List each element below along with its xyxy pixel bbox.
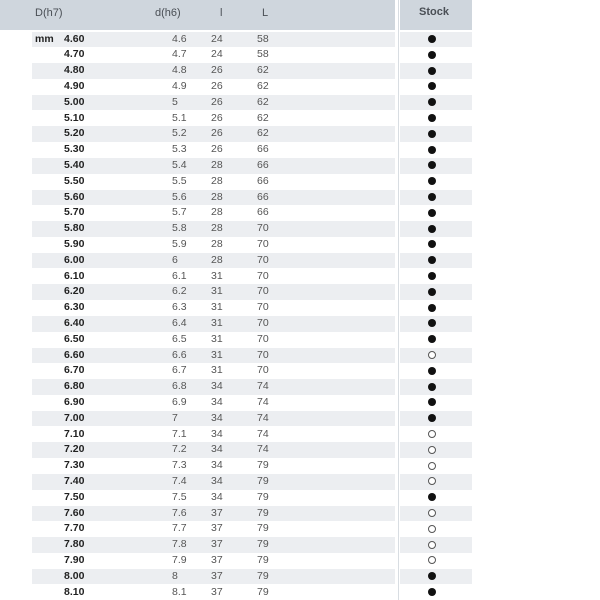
table-row — [0, 47, 472, 63]
cell-d: 5.3 — [172, 143, 187, 156]
cell-d: 6.3 — [172, 301, 187, 314]
row-stripe-stock — [400, 379, 472, 395]
cell-D: 6.90 — [64, 395, 85, 408]
cell-D: 7.60 — [64, 506, 85, 519]
cell-d: 5 — [172, 95, 178, 108]
cell-L: 79 — [257, 459, 269, 472]
table-row — [0, 316, 472, 332]
table-row — [0, 585, 472, 600]
cell-L: 66 — [257, 143, 269, 156]
cell-d: 7.1 — [172, 427, 187, 440]
row-stripe-stock — [400, 537, 472, 553]
cell-d: 6 — [172, 253, 178, 266]
cell-D: 8.10 — [64, 585, 85, 598]
cell-D: 7.40 — [64, 474, 85, 487]
cell-d: 7.8 — [172, 538, 187, 551]
cell-l: 34 — [211, 395, 223, 408]
cell-D: 5.70 — [64, 206, 85, 219]
cell-l: 28 — [211, 222, 223, 235]
header-length-l: l — [220, 7, 223, 19]
cell-l: 37 — [211, 538, 223, 551]
table-row — [0, 442, 472, 458]
table-row — [0, 79, 472, 95]
cell-L: 62 — [257, 64, 269, 77]
cell-l: 34 — [211, 443, 223, 456]
cell-D: 4.90 — [64, 79, 85, 92]
cell-d: 5.9 — [172, 237, 187, 250]
cell-L: 74 — [257, 380, 269, 393]
cell-d: 7.9 — [172, 553, 187, 566]
cell-d: 6.7 — [172, 364, 187, 377]
table-row — [0, 205, 472, 221]
out-of-stock-icon — [428, 430, 436, 438]
cell-d: 4.7 — [172, 48, 187, 61]
cell-L: 70 — [257, 301, 269, 314]
header-length-L: L — [262, 7, 269, 19]
row-stripe-stock — [400, 316, 472, 332]
in-stock-icon — [428, 225, 436, 233]
cell-d: 7.4 — [172, 474, 187, 487]
cell-L: 79 — [257, 585, 269, 598]
in-stock-icon — [428, 272, 436, 280]
cell-D: 8.00 — [64, 569, 85, 582]
cell-L: 79 — [257, 553, 269, 566]
table-row — [0, 395, 472, 411]
cell-L: 79 — [257, 474, 269, 487]
cell-l: 26 — [211, 143, 223, 156]
in-stock-icon — [428, 177, 436, 185]
cell-l: 31 — [211, 364, 223, 377]
header-diameter-d: d(h6) — [155, 7, 181, 19]
cell-L: 79 — [257, 522, 269, 535]
table-row — [0, 569, 472, 585]
cell-L: 70 — [257, 316, 269, 329]
cell-L: 62 — [257, 127, 269, 140]
cell-D: 7.70 — [64, 522, 85, 535]
cell-l: 26 — [211, 79, 223, 92]
in-stock-icon — [428, 114, 436, 122]
cell-l: 37 — [211, 522, 223, 535]
cell-D: 7.90 — [64, 553, 85, 566]
table-row — [0, 348, 472, 364]
cell-d: 7.2 — [172, 443, 187, 456]
cell-d: 4.6 — [172, 32, 187, 45]
table-row — [0, 490, 472, 506]
row-stripe-stock — [400, 190, 472, 206]
out-of-stock-icon — [428, 509, 436, 517]
in-stock-icon — [428, 288, 436, 296]
cell-D: 7.10 — [64, 427, 85, 440]
cell-L: 79 — [257, 538, 269, 551]
table-row — [0, 553, 472, 569]
cell-d: 6.9 — [172, 395, 187, 408]
row-stripe-stock — [400, 474, 472, 490]
in-stock-icon — [428, 304, 436, 312]
cell-d: 6.5 — [172, 332, 187, 345]
in-stock-icon — [428, 367, 436, 375]
cell-l: 28 — [211, 237, 223, 250]
table-row — [0, 174, 472, 190]
cell-l: 31 — [211, 348, 223, 361]
out-of-stock-icon — [428, 556, 436, 564]
in-stock-icon — [428, 35, 436, 43]
cell-L: 70 — [257, 332, 269, 345]
table-row — [0, 63, 472, 79]
cell-d: 4.9 — [172, 79, 187, 92]
row-stripe-stock — [400, 284, 472, 300]
cell-D: 7.20 — [64, 443, 85, 456]
cell-d: 6.2 — [172, 285, 187, 298]
row-stripe-stock — [400, 221, 472, 237]
cell-L: 66 — [257, 206, 269, 219]
cell-D: 7.80 — [64, 538, 85, 551]
cell-D: 7.30 — [64, 459, 85, 472]
cell-l: 31 — [211, 332, 223, 345]
table-row — [0, 158, 472, 174]
table-row — [0, 474, 472, 490]
table-row — [0, 411, 472, 427]
cell-D: 5.10 — [64, 111, 85, 124]
cell-l: 28 — [211, 190, 223, 203]
cell-d: 7.6 — [172, 506, 187, 519]
cell-l: 28 — [211, 174, 223, 187]
cell-d: 6.1 — [172, 269, 187, 282]
cell-D: 5.80 — [64, 222, 85, 235]
cell-L: 62 — [257, 95, 269, 108]
cell-l: 37 — [211, 585, 223, 598]
cell-D: 6.70 — [64, 364, 85, 377]
cell-l: 34 — [211, 411, 223, 424]
cell-L: 66 — [257, 190, 269, 203]
cell-l: 28 — [211, 253, 223, 266]
table-row — [0, 190, 472, 206]
row-stripe-stock — [400, 32, 472, 48]
table-row — [0, 95, 472, 111]
cell-d: 6.8 — [172, 380, 187, 393]
table-row — [0, 221, 472, 237]
table-row — [0, 284, 472, 300]
cell-L: 74 — [257, 427, 269, 440]
cell-l: 26 — [211, 111, 223, 124]
cell-d: 6.6 — [172, 348, 187, 361]
cell-d: 7.5 — [172, 490, 187, 503]
unit-label: mm — [35, 32, 54, 45]
cell-L: 70 — [257, 269, 269, 282]
out-of-stock-icon — [428, 541, 436, 549]
row-stripe-stock — [400, 95, 472, 111]
table-row — [0, 506, 472, 522]
table-row — [0, 126, 472, 142]
cell-L: 58 — [257, 32, 269, 45]
table-row — [0, 537, 472, 553]
cell-d: 4.8 — [172, 64, 187, 77]
in-stock-icon — [428, 383, 436, 391]
cell-l: 26 — [211, 127, 223, 140]
in-stock-icon — [428, 51, 436, 59]
cell-l: 37 — [211, 506, 223, 519]
table-row — [0, 32, 472, 48]
table-row — [0, 521, 472, 537]
cell-d: 5.1 — [172, 111, 187, 124]
in-stock-icon — [428, 67, 436, 75]
row-stripe-stock — [400, 63, 472, 79]
cell-d: 8 — [172, 569, 178, 582]
cell-d: 8.1 — [172, 585, 187, 598]
cell-d: 7 — [172, 411, 178, 424]
cell-D: 5.30 — [64, 143, 85, 156]
cell-d: 5.8 — [172, 222, 187, 235]
cell-L: 66 — [257, 158, 269, 171]
cell-l: 34 — [211, 490, 223, 503]
table-row — [0, 269, 472, 285]
in-stock-icon — [428, 82, 436, 90]
cell-D: 7.00 — [64, 411, 85, 424]
cell-l: 24 — [211, 32, 223, 45]
cell-L: 79 — [257, 569, 269, 582]
cell-L: 79 — [257, 490, 269, 503]
cell-L: 70 — [257, 253, 269, 266]
cell-l: 31 — [211, 269, 223, 282]
cell-L: 62 — [257, 79, 269, 92]
cell-L: 70 — [257, 222, 269, 235]
row-stripe-stock — [400, 569, 472, 585]
cell-l: 34 — [211, 474, 223, 487]
row-stripe-stock — [400, 126, 472, 142]
cell-d: 5.6 — [172, 190, 187, 203]
row-stripe-stock — [400, 158, 472, 174]
in-stock-icon — [428, 193, 436, 201]
cell-L: 74 — [257, 411, 269, 424]
table-row — [0, 332, 472, 348]
cell-D: 6.40 — [64, 316, 85, 329]
cell-L: 74 — [257, 395, 269, 408]
cell-D: 5.00 — [64, 95, 85, 108]
in-stock-icon — [428, 146, 436, 154]
cell-D: 6.60 — [64, 348, 85, 361]
cell-d: 7.7 — [172, 522, 187, 535]
header-diameter-D: D(h7) — [35, 7, 63, 19]
header-stock: Stock — [419, 6, 449, 18]
cell-D: 5.50 — [64, 174, 85, 187]
out-of-stock-icon — [428, 351, 436, 359]
cell-D: 5.40 — [64, 158, 85, 171]
cell-d: 5.7 — [172, 206, 187, 219]
row-stripe-stock — [400, 253, 472, 269]
cell-d: 5.5 — [172, 174, 187, 187]
cell-l: 31 — [211, 301, 223, 314]
cell-L: 70 — [257, 285, 269, 298]
cell-d: 5.2 — [172, 127, 187, 140]
cell-L: 70 — [257, 364, 269, 377]
cell-L: 62 — [257, 111, 269, 124]
table-row — [0, 253, 472, 269]
in-stock-icon — [428, 588, 436, 596]
cell-D: 4.60 — [64, 32, 85, 45]
cell-l: 26 — [211, 64, 223, 77]
cell-l: 34 — [211, 380, 223, 393]
cell-l: 34 — [211, 427, 223, 440]
table-row — [0, 363, 472, 379]
cell-l: 26 — [211, 95, 223, 108]
cell-D: 6.30 — [64, 301, 85, 314]
cell-D: 4.70 — [64, 48, 85, 61]
cell-L: 70 — [257, 237, 269, 250]
out-of-stock-icon — [428, 462, 436, 470]
cell-l: 28 — [211, 206, 223, 219]
cell-l: 31 — [211, 316, 223, 329]
cell-l: 28 — [211, 158, 223, 171]
cell-D: 6.80 — [64, 380, 85, 393]
table-row — [0, 379, 472, 395]
row-stripe-stock — [400, 442, 472, 458]
table-row — [0, 300, 472, 316]
in-stock-icon — [428, 493, 436, 501]
cell-L: 58 — [257, 48, 269, 61]
table-row — [0, 427, 472, 443]
cell-l: 24 — [211, 48, 223, 61]
out-of-stock-icon — [428, 525, 436, 533]
in-stock-icon — [428, 398, 436, 406]
cell-d: 6.4 — [172, 316, 187, 329]
row-stripe-stock — [400, 348, 472, 364]
cell-L: 74 — [257, 443, 269, 456]
cell-D: 5.90 — [64, 237, 85, 250]
table-row — [0, 237, 472, 253]
row-stripe-stock — [400, 411, 472, 427]
cell-L: 79 — [257, 506, 269, 519]
cell-L: 70 — [257, 348, 269, 361]
in-stock-icon — [428, 130, 436, 138]
cell-l: 37 — [211, 569, 223, 582]
out-of-stock-icon — [428, 446, 436, 454]
cell-l: 34 — [211, 459, 223, 472]
in-stock-icon — [428, 240, 436, 248]
cell-D: 6.10 — [64, 269, 85, 282]
in-stock-icon — [428, 335, 436, 343]
cell-D: 6.20 — [64, 285, 85, 298]
cell-D: 5.60 — [64, 190, 85, 203]
cell-D: 4.80 — [64, 64, 85, 77]
cell-d: 5.4 — [172, 158, 187, 171]
cell-l: 37 — [211, 553, 223, 566]
cell-D: 6.00 — [64, 253, 85, 266]
row-stripe-stock — [400, 506, 472, 522]
cell-d: 7.3 — [172, 459, 187, 472]
in-stock-icon — [428, 209, 436, 217]
cell-D: 5.20 — [64, 127, 85, 140]
cell-D: 6.50 — [64, 332, 85, 345]
cell-D: 7.50 — [64, 490, 85, 503]
cell-L: 66 — [257, 174, 269, 187]
cell-l: 31 — [211, 285, 223, 298]
table-row — [0, 111, 472, 127]
table-row — [0, 458, 472, 474]
table-row — [0, 142, 472, 158]
